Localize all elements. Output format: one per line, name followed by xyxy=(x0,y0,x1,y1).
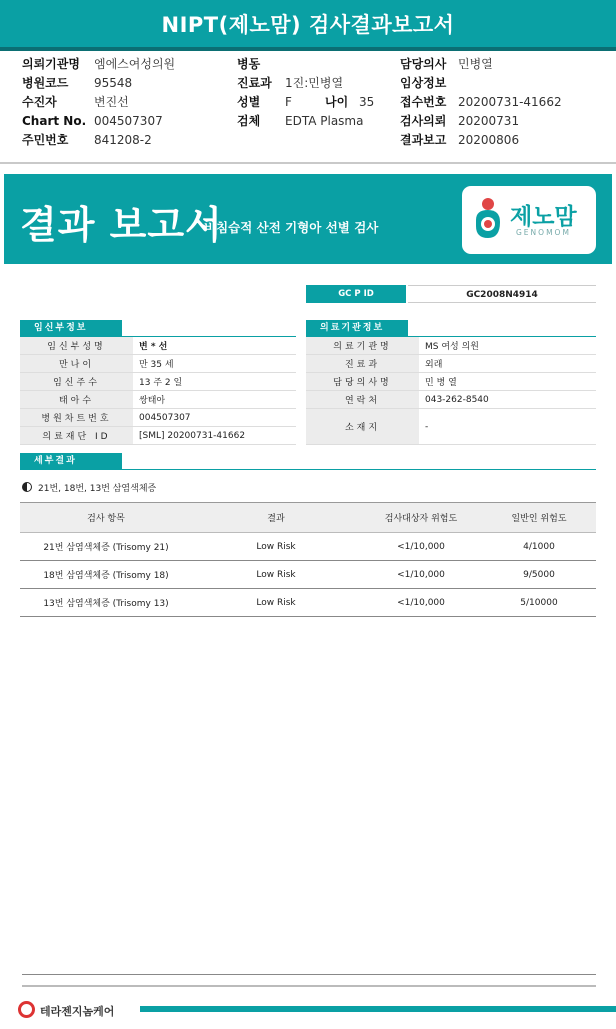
company-name: 테라젠지놈케어 xyxy=(40,1005,115,1018)
table-row: 의료기관명 MS 여성 의원 xyxy=(306,337,596,355)
section-rule xyxy=(20,469,596,470)
table-header-row: 검사 항목 결과 검사대상자 위험도 일반인 위험도 xyxy=(20,503,596,533)
header-col-3 xyxy=(400,55,562,150)
header-field: Chart No. 004507307 xyxy=(22,114,163,128)
header-field: 수진자 변진선 xyxy=(22,95,129,109)
details-subheading: 21번, 18번, 13번 삼염색체증 xyxy=(38,484,157,494)
table-row: 소재지 - xyxy=(306,409,596,445)
header-field: 결과보고 20200806 xyxy=(400,133,520,147)
table-row: 병원차트번호 004507307 xyxy=(20,409,296,427)
banner-title: 결과 보고서 xyxy=(20,203,223,247)
section-label-institution: 의료기관정보 xyxy=(306,320,408,336)
header-field: 병원코드 95548 xyxy=(22,76,133,90)
header-field: 진료과 1진:민병열 xyxy=(237,76,344,90)
title-bar-underline xyxy=(0,47,616,51)
institution-info-table xyxy=(306,337,596,445)
header-col-2 xyxy=(237,55,374,131)
header-divider xyxy=(0,162,616,164)
header-field: 병동 xyxy=(237,57,261,71)
banner-subtitle: 비침습적 산전 기형아 선별 검사 xyxy=(204,220,379,235)
header-field: 의뢰기관명 엠에스여성의원 xyxy=(22,57,176,71)
table-row: 진료과 외래 xyxy=(306,355,596,373)
header-field: 접수번호 20200731-41662 xyxy=(400,95,562,109)
header-field: 주민번호 841208-2 xyxy=(22,133,152,147)
table-row: 의료재단 ID [SML] 20200731-41662 xyxy=(20,427,296,445)
table-row: 임신주수 13 주 2 일 xyxy=(20,373,296,391)
table-row: 21번 삼염색체증 (Trisomy 21) Low Risk <1/10,000 4/1000 xyxy=(20,533,596,561)
gcp-id-value: GC2008N4914 xyxy=(408,285,596,303)
header-field: 담당의사 민병열 xyxy=(400,57,493,71)
table-row: 18번 삼염색체증 (Trisomy 18) Low Risk <1/10,000 9/5000 xyxy=(20,561,596,589)
section-label-pregnant: 임신부정보 xyxy=(20,320,122,336)
header-field: 검사의뢰 20200731 xyxy=(400,114,520,128)
results-table xyxy=(20,502,596,617)
logo-text: 제노맘 xyxy=(510,204,577,230)
gcp-id-label: GC P ID xyxy=(306,285,406,303)
page-title: NIPT(제노맘) 검사결과보고서 xyxy=(161,13,455,37)
footer-divider xyxy=(22,985,596,987)
header-field: 성별 F 나이 35 xyxy=(237,95,375,109)
table-row: 연락처 043-262-8540 xyxy=(306,391,596,409)
table-row: 태아수 쌍태아 xyxy=(20,391,296,409)
footer-divider xyxy=(22,974,596,975)
logo-subtext: GENOMOM xyxy=(516,228,571,237)
section-label-details: 세부결과 xyxy=(20,453,122,469)
header-col-1 xyxy=(22,55,175,150)
table-row: 임신부성명 변 * 선 xyxy=(20,337,296,355)
footer-bar xyxy=(140,1006,616,1012)
table-row: 담당의사명 민 병 열 xyxy=(306,373,596,391)
header-field: 검체 EDTA Plasma xyxy=(237,114,364,128)
table-row: 13번 삼염색체증 (Trisomy 13) Low Risk <1/10,000 5/10000 xyxy=(20,589,596,617)
genomom-mother-icon xyxy=(472,196,506,242)
pregnant-info-table xyxy=(20,337,296,445)
table-row: 만나이 만 35 세 xyxy=(20,355,296,373)
half-circle-icon xyxy=(22,482,32,492)
company-logo-icon xyxy=(18,1001,35,1018)
header-field: 임상정보 xyxy=(400,76,447,90)
